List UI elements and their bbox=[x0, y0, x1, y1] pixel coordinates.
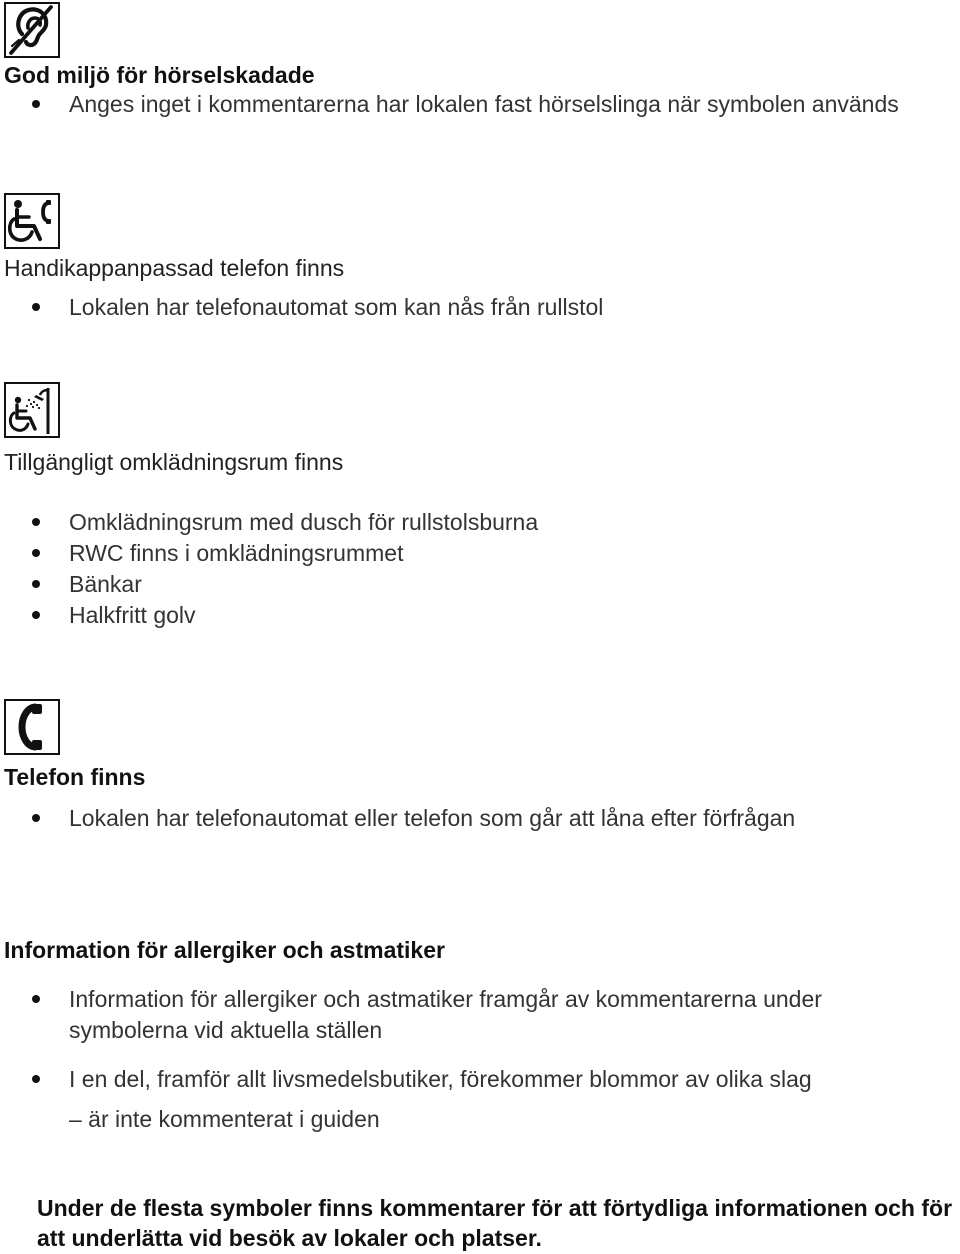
section-title-changing-room: Tillgängligt omklädningsrum finns bbox=[4, 449, 344, 475]
list-item: Anges inget i kommentarerna har lokalen fast hörselslinga när symbolen används bbox=[69, 89, 929, 120]
list-item: Halkfritt golv bbox=[69, 600, 929, 631]
list-item: Information för allergiker och astmatiker framgår av kommentarerna under symbolerna vid aktuella ställen bbox=[69, 984, 929, 1046]
wheelchair-phone-icon bbox=[4, 193, 60, 249]
hearing-loop-icon bbox=[4, 2, 60, 58]
list-item: Omklädningsrum med dusch för rullstolsburna bbox=[69, 507, 929, 538]
section-title-telephone: Telefon finns bbox=[4, 764, 146, 790]
list-item: I en del, framför allt livsmedelsbutiker, förekommer blommor av olika slag bbox=[69, 1064, 929, 1095]
list-item: Lokalen har telefonautomat som kan nås från rullstol bbox=[69, 292, 929, 323]
list-item: Bänkar bbox=[69, 569, 929, 600]
section-title-hearing: God miljö för hörselskadade bbox=[4, 62, 315, 88]
list-item: RWC finns i omklädningsrummet bbox=[69, 538, 929, 569]
list-item: Lokalen har telefonautomat eller telefon som går att låna efter förfrågan bbox=[69, 803, 929, 834]
footer-note: Under de flesta symboler finns kommentarer för att förtydliga informationen och för att underlätta vid besök av lokaler och platser. bbox=[37, 1195, 953, 1251]
dash-note: – är inte kommenterat i guiden bbox=[69, 1106, 380, 1132]
telephone-icon bbox=[4, 699, 60, 755]
section-title-allergy: Information för allergiker och astmatiker bbox=[4, 937, 445, 963]
section-title-wheelchair-phone: Handikappanpassad telefon finns bbox=[4, 255, 345, 281]
wheelchair-shower-icon bbox=[4, 382, 60, 438]
